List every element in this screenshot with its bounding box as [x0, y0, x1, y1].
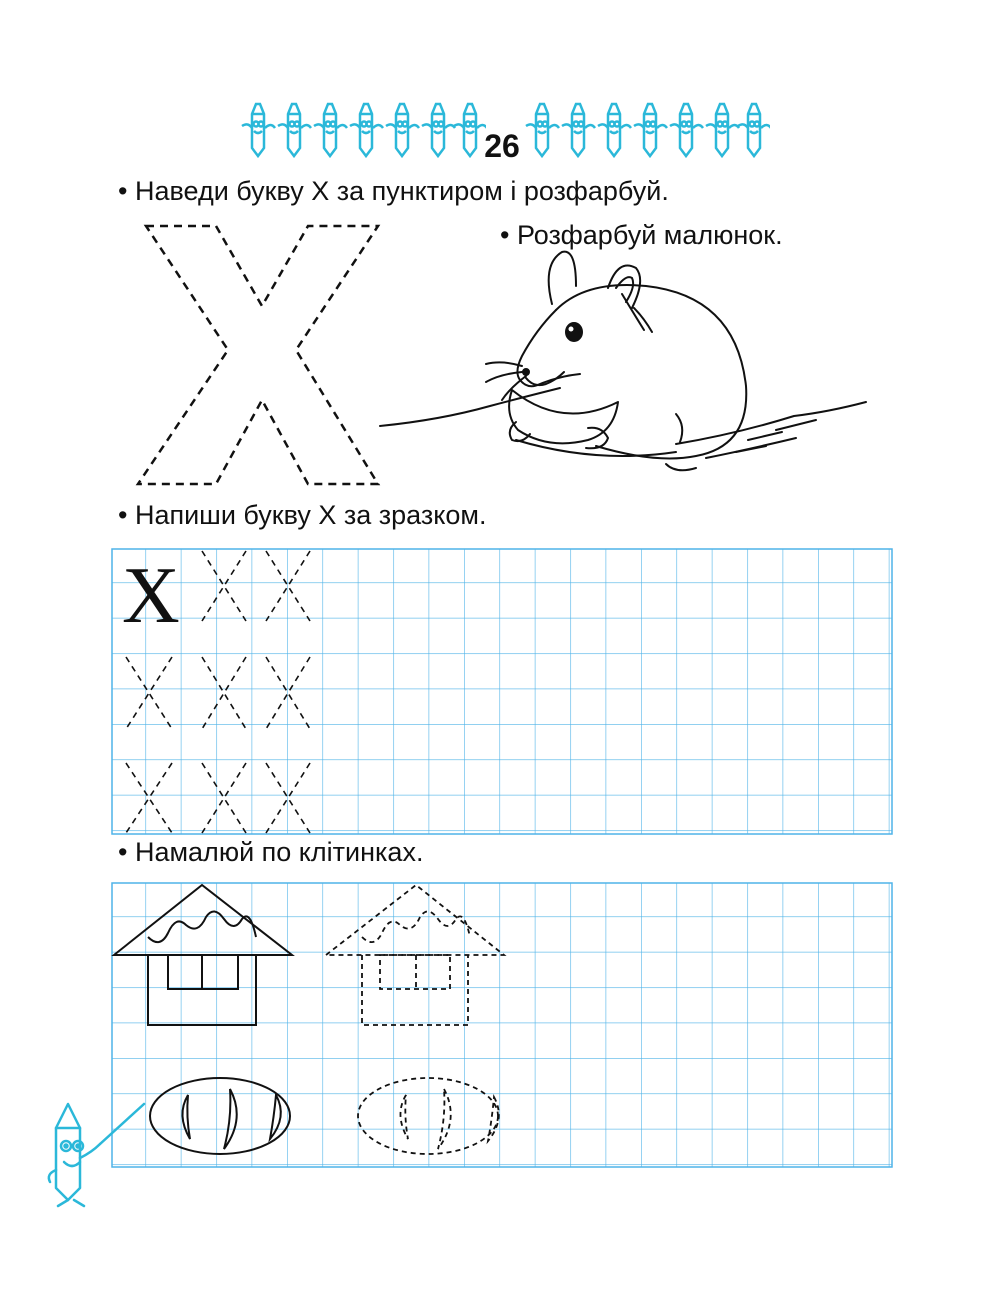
instruction-trace: • Наведи букву Х за пунктиром і розфарбуй. — [118, 176, 669, 207]
instruction-draw: • Намалюй по клітинках. — [118, 837, 423, 868]
header-pencils-left-icon — [236, 98, 486, 160]
page-number: 26 — [484, 128, 520, 164]
dashed-letter-x[interactable] — [130, 222, 390, 488]
pencil-mascot-icon — [44, 1100, 154, 1210]
instruction-color-picture: • Розфарбуй малюнок. — [500, 220, 783, 251]
hamster-illustration[interactable] — [376, 244, 870, 494]
header-pencils-right-icon — [520, 98, 770, 160]
drawing-grid[interactable] — [110, 881, 896, 1171]
copybook-grid[interactable] — [110, 547, 896, 837]
sample-letter-x: Х — [122, 552, 180, 640]
instruction-write: • Напиши букву Х за зразком. — [118, 500, 486, 531]
